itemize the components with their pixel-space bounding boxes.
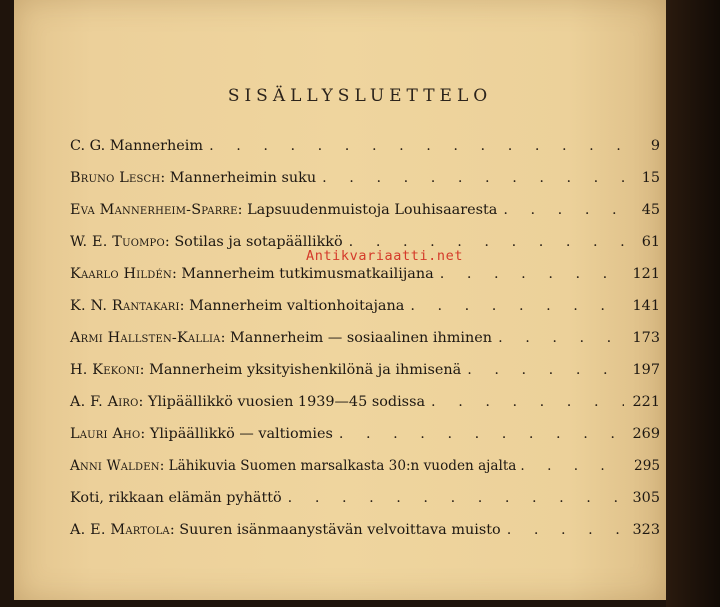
entry-title: Ylipäällikkö — valtiomies — [149, 426, 333, 442]
toc-entry: Lauri Aho : Ylipäällikkö — valtiomies . . . 269 — [70, 426, 660, 458]
entry-title: Mannerheim tutkimusmatkailijana — [181, 266, 434, 282]
entry-author: K. N. Rantakari — [70, 298, 180, 314]
entry-author: Eva Mannerheim-Sparre — [70, 202, 238, 218]
entry-title: Mannerheim — sosiaalinen ihminen — [230, 330, 493, 346]
dot-leader — [410, 298, 624, 314]
entry-title: Mannerheim yksityishenkilönä ja ihmisenä — [149, 362, 462, 378]
toc-entry: Bruno Lesch : Mannerheimin suku . . . 15 — [70, 170, 660, 202]
toc-entry: A. E. Martola : Suuren isänmaanystävän velvoittava muisto . . . 323 — [70, 522, 660, 554]
entry-title: Lähikuvia Suomen marsalkasta 30:n vuoden ajalta — [168, 458, 517, 474]
watermark-text: Antikvariaatti.net — [306, 248, 464, 264]
entry-page-number: 295 — [634, 458, 660, 474]
entry-page-number: 9 — [650, 138, 660, 154]
entry-author: H. Kekoni — [70, 362, 140, 378]
dot-leader — [431, 394, 624, 410]
dot-leader — [467, 362, 624, 378]
entry-author: Armi Hallsten-Kallia — [70, 330, 221, 346]
entry-title: Koti, rikkaan elämän pyhättö — [70, 490, 282, 506]
entry-title: Mannerheimin suku — [169, 170, 317, 186]
entry-author: Lauri Aho — [70, 426, 141, 442]
toc-entry: Anni Walden : Lähikuvia Suomen marsalkasta 30:n vuoden ajalta . . . 295 — [70, 458, 660, 490]
entry-author: A. E. Martola — [70, 522, 170, 538]
dot-leader — [498, 330, 624, 346]
entry-title: Ylipäällikkö vuosien 1939—45 sodissa — [147, 394, 426, 410]
toc-entry: H. Kekoni : Mannerheim yksityishenkilönä ja ihmisenä . . . 197 — [70, 362, 660, 394]
dot-leader — [503, 202, 624, 218]
dot-leader — [209, 138, 624, 154]
entry-author: Anni Walden — [70, 458, 160, 474]
entry-page-number: 61 — [641, 234, 660, 250]
entry-page-number: 15 — [641, 170, 660, 186]
toc-entry: A. F. Airo : Ylipäällikkö vuosien 1939—45 sodissa . . . 221 — [70, 394, 660, 426]
entry-page-number: 121 — [632, 266, 660, 282]
toc-entry: K. N. Rantakari : Mannerheim valtionhoitajana . . . 141 — [70, 298, 660, 330]
dot-leader — [520, 458, 626, 474]
toc-entry: Eva Mannerheim-Sparre : Lapsuudenmuistoja Louhisaaresta . . . 45 — [70, 202, 660, 234]
dot-leader — [339, 426, 624, 442]
entry-page-number: 197 — [632, 362, 660, 378]
dot-leader — [288, 490, 624, 506]
entry-page-number: 221 — [632, 394, 660, 410]
entry-title: Lapsuudenmuistoja Louhisaaresta — [247, 202, 498, 218]
toc-entry — [70, 490, 660, 522]
entry-page-number: 305 — [632, 490, 660, 506]
toc-entry: Kaarlo Hildén : Mannerheim tutkimusmatkailijana . . . 121 — [70, 266, 660, 298]
toc-entry: W. E. Tuompo : Sotilas ja sotapäällikkö . . . 61 — [70, 234, 660, 266]
entry-title: C. G. Mannerheim — [70, 138, 204, 154]
entry-author: W. E. Tuompo — [70, 234, 165, 250]
dot-leader — [440, 266, 624, 282]
entry-title: Mannerheim valtionhoitajana — [189, 298, 405, 314]
dot-leader — [322, 170, 624, 186]
entry-page-number: 45 — [641, 202, 660, 218]
entry-page-number: 269 — [632, 426, 660, 442]
contents-title: SISÄLLYSLUETTELO — [227, 86, 493, 106]
entry-author: Bruno Lesch — [70, 170, 161, 186]
entry-author: A. F. Airo — [70, 394, 139, 410]
toc-entry — [70, 138, 660, 170]
entry-page-number: 141 — [632, 298, 660, 314]
entry-title: Suuren isänmaanystävän velvoittava muisto — [179, 522, 501, 538]
entry-author: Kaarlo Hildén — [70, 266, 172, 282]
entry-title: Sotilas ja sotapäällikkö — [174, 234, 343, 250]
entry-page-number: 173 — [632, 330, 660, 346]
toc-entry: Armi Hallsten-Kallia : Mannerheim — sosiaalinen ihminen . . . 173 — [70, 330, 660, 362]
entry-page-number: 323 — [632, 522, 660, 538]
dot-leader — [507, 522, 624, 538]
